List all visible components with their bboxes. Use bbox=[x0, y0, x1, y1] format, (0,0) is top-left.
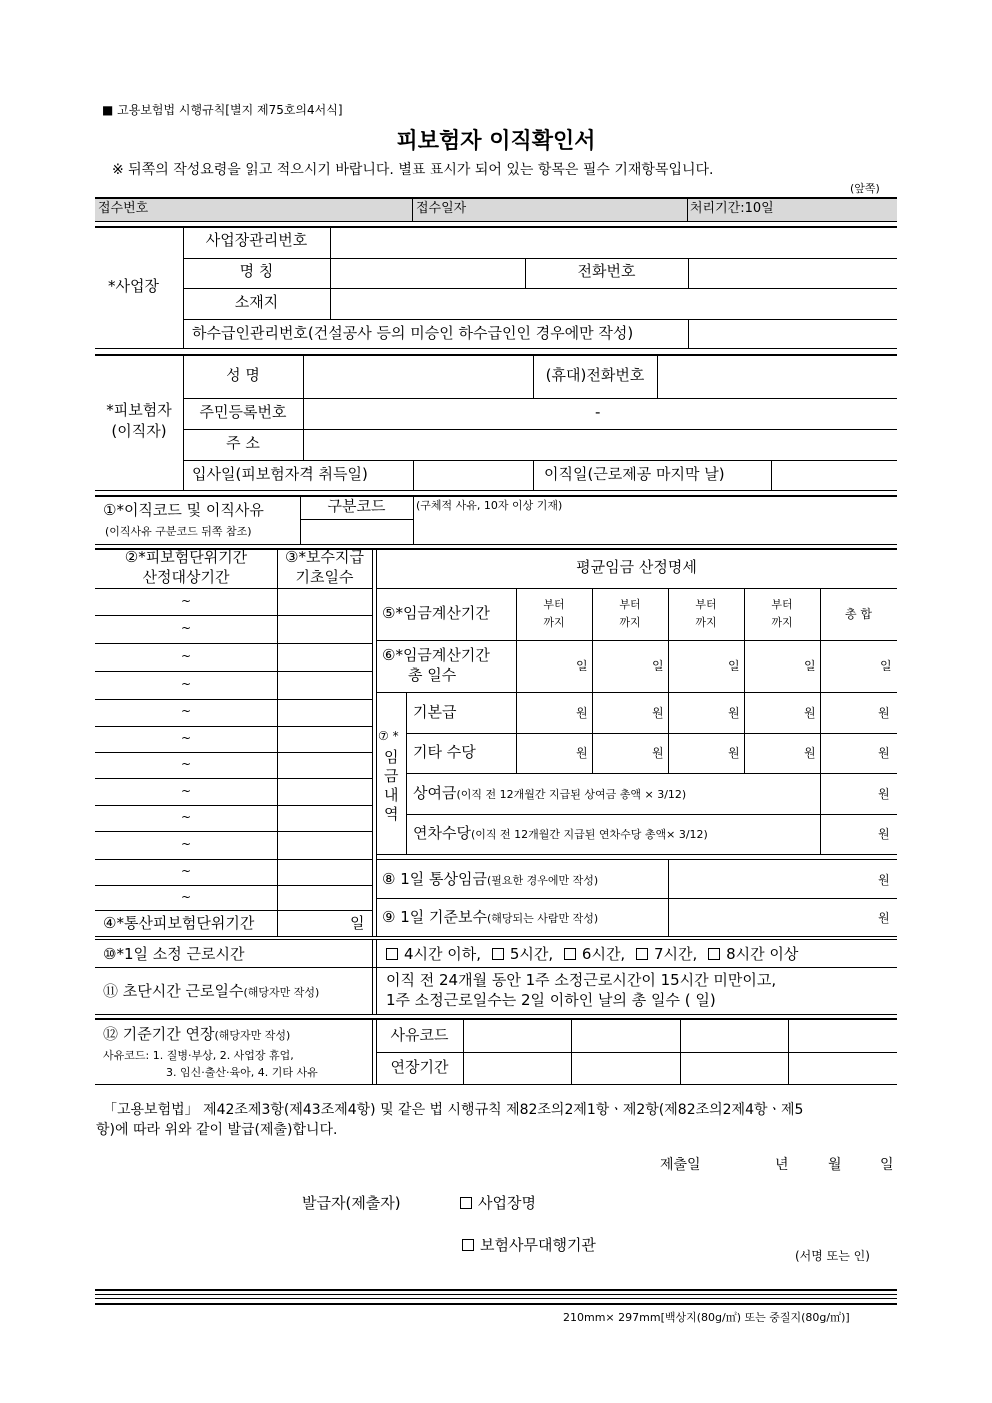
workplace-phone-label: 전화번호 bbox=[577, 262, 636, 280]
wage-day-unit: 일 bbox=[652, 659, 664, 673]
hours-8-checkbox[interactable] bbox=[708, 948, 720, 960]
total-insured-period-unit: 일 bbox=[350, 914, 365, 932]
notice: ※ 뒤쪽의 작성요령을 읽고 적으시기 바랍니다. 별표 표시가 되어 있는 항목은 필수 기재항목입니다. bbox=[112, 162, 714, 178]
wage-day-unit: 일 bbox=[728, 659, 740, 673]
submit-month-label: 월 bbox=[828, 1157, 842, 1173]
period-row-tilde: ~ bbox=[180, 890, 192, 904]
wage-period-total: 총 합 bbox=[845, 607, 872, 621]
hours-7-checkbox[interactable] bbox=[636, 948, 648, 960]
period-header-3b: 기초일수 bbox=[295, 568, 354, 586]
won-unit: 원 bbox=[878, 827, 890, 841]
won-unit: 원 bbox=[652, 746, 664, 760]
won-unit: 원 bbox=[804, 706, 816, 720]
issuer-agency-option: 보험사무대행기관 bbox=[462, 1238, 596, 1253]
short-hours-label: ⑪ 초단시간 근로일수(해당자만 작성) bbox=[103, 982, 320, 1000]
extension-reason-code-label: 사유코드 bbox=[390, 1026, 449, 1044]
legal-text-2: 항)에 따라 위와 같이 발급(제출)합니다. bbox=[96, 1122, 338, 1138]
period-row-tilde: ~ bbox=[180, 649, 192, 663]
won-unit: 원 bbox=[878, 873, 890, 887]
period-header-2a: ②*피보험단위기간 bbox=[124, 548, 248, 566]
period-row-tilde: ~ bbox=[180, 621, 192, 635]
won-unit: 원 bbox=[878, 787, 890, 801]
breakdown-number: ⑦ * bbox=[378, 729, 399, 743]
won-unit: 원 bbox=[878, 911, 890, 925]
rrn-dash: - bbox=[595, 403, 601, 421]
insured-section-label: *피보험자 bbox=[106, 401, 172, 419]
period-row-tilde: ~ bbox=[180, 837, 192, 851]
annual-leave-pay-label: 연차수당(이직 전 12개월간 지급된 연차수당 총액× 3/12) bbox=[413, 824, 708, 842]
short-hours-desc-2: 1주 소정근로일수는 2일 이하인 날의 총 일수 ( 일) bbox=[386, 991, 716, 1009]
legal-text-1: 「고용보험법」 제42조제3항(제43조제4항) 및 같은 법 시행규칙 제82조의2제1항ㆍ제2항(제82조의2제4항ㆍ제5 bbox=[103, 1102, 804, 1118]
page-title: 피보험자 이직확인서 bbox=[396, 129, 596, 154]
breakdown-char: 내 bbox=[384, 786, 399, 804]
insured-address-label: 주 소 bbox=[226, 434, 260, 452]
submit-year-label: 년 bbox=[775, 1157, 789, 1173]
reason-code-label: 구분코드 bbox=[327, 497, 386, 515]
issuer-employer-option: 사업장명 bbox=[460, 1196, 536, 1211]
extension-codes-2: 3. 임신·출산·육아, 4. 기타 사유 bbox=[166, 1066, 318, 1079]
form-reference: ■ 고용보험법 시행규칙[별지 제75호의4서식] bbox=[102, 103, 343, 117]
processing-period-label: 처리기간:10일 bbox=[690, 201, 774, 216]
period-row-tilde: ~ bbox=[180, 704, 192, 718]
period-row-tilde: ~ bbox=[180, 864, 192, 878]
total-insured-period-label: ④*통산피보험단위기간 bbox=[103, 914, 255, 932]
other-allowance-label: 기타 수당 bbox=[413, 743, 476, 761]
ordinary-wage-note: (필요한 경우에만 작성) bbox=[486, 874, 599, 887]
submit-day-label: 일 bbox=[880, 1157, 894, 1173]
standard-pay-note: (해당되는 사람만 작성) bbox=[486, 912, 599, 925]
period-row-tilde: ~ bbox=[180, 677, 192, 691]
leave-reason-label: ①*이직코드 및 이직사유 bbox=[103, 501, 264, 519]
workplace-mgmt-no-label: 사업장관리번호 bbox=[205, 231, 308, 249]
hours-6-checkbox[interactable] bbox=[564, 948, 576, 960]
workplace-name-label: 명 칭 bbox=[239, 262, 274, 280]
wage-day-unit: 일 bbox=[576, 659, 588, 673]
issuer-label: 발급자(제출자) bbox=[302, 1194, 401, 1212]
hours-4-checkbox[interactable] bbox=[386, 948, 398, 960]
wage-period-from: 부터 bbox=[543, 598, 565, 611]
won-unit: 원 bbox=[576, 706, 588, 720]
short-hours-note: (해당자만 작성) bbox=[243, 986, 320, 999]
breakdown-char: 금 bbox=[384, 767, 399, 785]
breakdown-char: 역 bbox=[384, 805, 399, 823]
agency-checkbox[interactable] bbox=[462, 1239, 474, 1251]
wage-period-from: 부터 bbox=[771, 598, 793, 611]
wage-period-from: 부터 bbox=[619, 598, 641, 611]
bonus-note: (이직 전 12개월간 지급된 상여금 총액 × 3/12) bbox=[456, 788, 687, 801]
wage-title: 평균임금 산정명세 bbox=[576, 558, 697, 576]
won-unit: 원 bbox=[878, 706, 890, 720]
paper-spec: 210mm× 297mm[백상지(80g/㎡) 또는 중질지(80g/㎡)] bbox=[563, 1311, 850, 1324]
period-row-tilde: ~ bbox=[180, 757, 192, 771]
wage-days-label: ⑥*임금계산기간 bbox=[382, 646, 490, 664]
hire-date-label: 입사일(피보험자격 취득일) bbox=[192, 465, 368, 483]
leave-date-label: 이직일(근로제공 마지막 날) bbox=[544, 465, 725, 483]
wage-days-sublabel: 총 일수 bbox=[408, 666, 457, 684]
receipt-number-label: 접수번호 bbox=[98, 201, 149, 216]
bonus-label: 상여금(이직 전 12개월간 지급된 상여금 총액 × 3/12) bbox=[413, 784, 687, 802]
signature-label: (서명 또는 인) bbox=[795, 1249, 870, 1263]
wage-period-label: ⑤*임금계산기간 bbox=[382, 604, 490, 622]
wage-period-to: 까지 bbox=[771, 616, 793, 629]
insured-section-sublabel: (이직자) bbox=[111, 422, 167, 440]
page-side: (앞쪽) bbox=[850, 182, 880, 195]
extension-label: ⑫ 기준기간 연장(해당자만 작성) bbox=[103, 1025, 291, 1043]
leave-reason-sub: (이직사유 구분코드 뒤쪽 참조) bbox=[105, 525, 252, 538]
wage-day-unit: 일 bbox=[880, 659, 892, 673]
period-row-tilde: ~ bbox=[180, 810, 192, 824]
period-row-tilde: ~ bbox=[180, 784, 192, 798]
extension-note: (해당자만 작성) bbox=[214, 1029, 291, 1042]
short-hours-desc-1: 이직 전 24개월 동안 1주 소정근로시간이 15시간 미만이고, bbox=[386, 971, 777, 989]
work-hours-label: ⑩*1일 소정 근로시간 bbox=[103, 945, 245, 963]
reason-detail-hint: (구체적 사유, 10자 이상 기재) bbox=[416, 499, 563, 512]
receipt-bar bbox=[95, 197, 897, 221]
won-unit: 원 bbox=[728, 746, 740, 760]
ordinary-wage-label: ⑧ 1일 통상임금(필요한 경우에만 작성) bbox=[382, 870, 599, 888]
won-unit: 원 bbox=[576, 746, 588, 760]
won-unit: 원 bbox=[878, 746, 890, 760]
wage-period-to: 까지 bbox=[695, 616, 717, 629]
wage-period-to: 까지 bbox=[619, 616, 641, 629]
won-unit: 원 bbox=[728, 706, 740, 720]
wage-period-from: 부터 bbox=[695, 598, 717, 611]
standard-pay-label: ⑨ 1일 기준보수(해당되는 사람만 작성) bbox=[382, 908, 599, 926]
subcontractor-no-label: 하수급인관리번호(건설공사 등의 미승인 하수급인인 경우에만 작성) bbox=[192, 324, 634, 342]
annual-leave-note: (이직 전 12개월간 지급된 연차수당 총액× 3/12) bbox=[470, 828, 708, 841]
wage-period-to: 까지 bbox=[543, 616, 565, 629]
period-row-tilde: ~ bbox=[180, 731, 192, 745]
submit-date-label: 제출일 bbox=[660, 1157, 701, 1173]
extension-period-label: 연장기간 bbox=[390, 1058, 449, 1076]
extension-codes-1: 사유코드: 1. 질병·부상, 2. 사업장 휴업, bbox=[103, 1049, 294, 1062]
employer-checkbox[interactable] bbox=[460, 1197, 472, 1209]
insured-rrn-label: 주민등록번호 bbox=[199, 403, 287, 421]
breakdown-char: 임 bbox=[384, 748, 399, 766]
workplace-section-label: *사업장 bbox=[108, 277, 159, 295]
receipt-date-label: 접수일자 bbox=[416, 201, 467, 216]
wage-day-unit: 일 bbox=[804, 659, 816, 673]
basic-pay-label: 기본급 bbox=[413, 703, 457, 721]
period-header-3a: ③*보수지급 bbox=[285, 548, 364, 566]
period-row-tilde: ~ bbox=[180, 594, 192, 608]
won-unit: 원 bbox=[804, 746, 816, 760]
won-unit: 원 bbox=[652, 706, 664, 720]
period-header-2b: 산정대상기간 bbox=[142, 568, 230, 586]
workplace-address-label: 소재지 bbox=[234, 293, 279, 311]
insured-name-label: 성 명 bbox=[226, 366, 260, 384]
work-hours-options: 4시간 이하, 5시간, 6시간, 7시간, 8시간 이상 bbox=[386, 947, 798, 962]
insured-mobile-label: (휴대)전화번호 bbox=[545, 366, 645, 384]
hours-5-checkbox[interactable] bbox=[492, 948, 504, 960]
